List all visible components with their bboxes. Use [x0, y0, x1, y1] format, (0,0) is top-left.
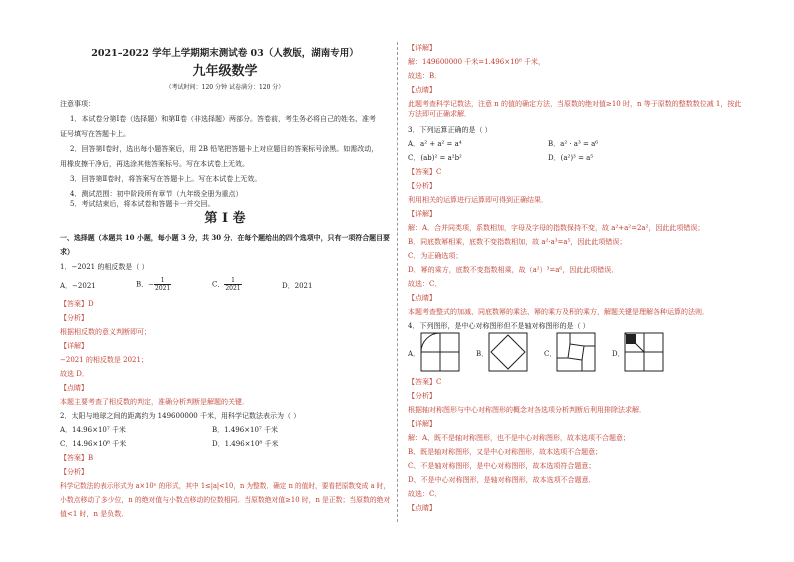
- analysis-text: 利用相关的运算进行运算即可得到正确结果．: [408, 196, 548, 204]
- detail-text: C．为正确选项；: [408, 252, 463, 260]
- analysis-heading: 【分析】: [408, 182, 436, 190]
- analysis-text: 根据轴对称图形与中心对称图形的概念对各选项分析判断后利用排除法求解．: [408, 406, 646, 414]
- detail-text: 解：149600000 千米=1.496×10⁸ 千米，: [408, 58, 546, 66]
- option-b: B．a² · a³ = a⁶: [548, 140, 599, 148]
- figure-c: [556, 332, 596, 372]
- figure-a: [420, 332, 460, 372]
- detail-heading: 【详解】: [60, 342, 88, 350]
- comment-text: 方法即可正确求解．: [408, 110, 471, 118]
- analysis-heading: 【分析】: [408, 392, 436, 400]
- detail-text: 故选：B．: [408, 72, 442, 80]
- note-line: 3．回答第Ⅱ卷时，将答案写在答题卡上。写在本试卷上无效。: [70, 175, 262, 183]
- note-line: 4．测试范围：初中阶段所有章节（九年级全册为重点）: [70, 190, 243, 198]
- comment-text: 本题考查整式的加减、同底数幂的乘法、幂的乘方及积的乘方，解题关键是理解各种运算的法则．: [408, 308, 709, 316]
- question-stem: 4．下列图形，是中心对称图形但不是轴对称图形的是（ ）: [408, 322, 590, 330]
- option-a: A．a² + a² = a⁴: [408, 140, 462, 148]
- answer: 【答案】D: [60, 300, 94, 308]
- analysis-text: 根据相反数的意义判断即可；: [60, 328, 151, 336]
- detail-text: B．同底数幂相乘，底数不变指数相加，故 a²·a³=a⁵，因此此项错误；: [408, 238, 627, 246]
- detail-text: 故选：C．: [408, 490, 442, 498]
- detail-text: 解：A、既不是轴对称图形，也不是中心对称图形，故本选项不合题意；: [408, 434, 631, 442]
- option-d: D．: [612, 350, 625, 358]
- question-stem: 2．太阳与地球之间的距离约为 149600000 千米，用科学记数法表示为（ ）: [60, 412, 301, 420]
- question-stem: 3．下列运算正确的是（ ）: [408, 126, 492, 134]
- answer: 【答案】B: [60, 454, 94, 462]
- option-c: C．(ab)² = a²b²: [408, 154, 462, 162]
- comment-heading: 【点睛】: [408, 504, 436, 512]
- option-d: D．1.496×10⁸ 千米: [212, 440, 279, 448]
- analysis-heading: 【分析】: [60, 314, 88, 322]
- analysis-heading: 【分析】: [60, 468, 88, 476]
- note-line: 2．回答第Ⅰ卷时，选出每小题答案后，用 2B 铅笔把答题卡上对应题目的答案标号涂黑。如需改动，: [70, 145, 379, 153]
- analysis-text: 值<1 时，n 是负数．: [60, 510, 129, 518]
- detail-text: 故选 D．: [60, 370, 89, 378]
- detail-text: D、不是中心对称图形，是轴对称图形，故本选项不合题意．: [408, 476, 596, 484]
- option-d: D．(a²)³ = a⁵: [548, 154, 594, 162]
- detail-text: B、既是轴对称图形，又是中心对称图形，故本选项不合题意；: [408, 448, 603, 456]
- exam-info: （考试时间：120 分钟 试卷满分：120 分）: [165, 84, 285, 91]
- detail-heading: 【详解】: [408, 210, 436, 218]
- analysis-text: 科学记数法的表示形式为 a×10ⁿ 的形式，其中 1≤|a|<10，n 为整数．确定 n 的值时，要看把原数变成 a 时，: [60, 482, 391, 490]
- figure-b: [488, 332, 528, 372]
- note-line: 用橡皮擦干净后，再选涂其他答案标号。写在本试卷上无效。: [60, 160, 249, 168]
- analysis-text: 小数点移动了多少位，n 的绝对值与小数点移动的位数相同．当原数绝对值≥10 时，n 是正数；当原数的绝对: [60, 496, 391, 504]
- detail-text: −2021 的相反数是 2021；: [60, 356, 148, 364]
- question-stem: 1．−2021 的相反数是（ ）: [60, 263, 149, 271]
- option-b: B．: [476, 350, 489, 358]
- comment-text: 此题考查科学记数法，注意 n 的值的确定方法，当原数的绝对值≥10 时，n 等于原数的整数数位减 1，按此: [408, 100, 742, 108]
- option-a: A．: [408, 350, 421, 358]
- detail-text: 解：A．合并同类项，系数相加，字母及字母的指数保持不变，故 a²+a²=2a²，因此此项错误；: [408, 224, 705, 232]
- option-c: C．: [544, 350, 557, 358]
- comment-text: 本题主要考查了相反数的判定，准确分析判断是解题的关键．: [60, 398, 249, 406]
- detail-text: C、不是轴对称图形，是中心对称图形，故本选项符合题意；: [408, 462, 596, 470]
- comment-heading: 【点睛】: [408, 86, 436, 94]
- column-divider: [397, 42, 398, 522]
- option-a: A．−2021: [60, 282, 96, 290]
- option-c: C．14.96×10⁸ 千米: [60, 440, 127, 448]
- detail-heading: 【详解】: [408, 44, 436, 52]
- figure-d: [624, 332, 664, 372]
- section-title: 第 Ⅰ 卷: [204, 211, 246, 226]
- option-c: C． $\frac{1}{2021}$: [212, 277, 241, 292]
- notes-heading: 注意事项：: [60, 100, 95, 108]
- comment-heading: 【点睛】: [60, 384, 88, 392]
- option-d: D．2021: [282, 282, 313, 290]
- option-b: B．1.496×10⁷ 千米: [212, 426, 278, 434]
- option-b: B．− $\frac{1}{2021}$: [136, 277, 171, 292]
- exam-title: 2021–2022 学年上学期期末测试卷 03（人教版，湖南专用）: [91, 48, 359, 59]
- answer: 【答案】C: [408, 378, 442, 386]
- answer: 【答案】C: [408, 168, 442, 176]
- subject-title: 九年级数学: [192, 64, 258, 79]
- note-line: 证号填写在答题卡上。: [60, 130, 130, 138]
- detail-text: 故选：C．: [408, 280, 442, 288]
- section-intro: 求）: [60, 247, 74, 256]
- comment-heading: 【点睛】: [408, 294, 436, 302]
- detail-heading: 【详解】: [408, 420, 436, 428]
- detail-text: D．幂的乘方，底数不变指数相乘，故（a²）³=a⁶，因此此项错误．: [408, 266, 619, 274]
- section-intro: 一、选择题（本题共 10 小题，每小题 3 分，共 30 分．在每个题给出的四个选项中，只有一项符合题目要: [60, 233, 390, 242]
- note-line: 1．本试卷分第Ⅰ卷（选择题）和第Ⅱ卷（非选择题）两部分。答卷前，考生务必将自己的姓名、准考: [70, 115, 376, 123]
- option-a: A．14.96×10⁷ 千米: [60, 426, 126, 434]
- note-line: 5．考试结束后，将本试卷和答题卡一并交回。: [70, 200, 215, 208]
